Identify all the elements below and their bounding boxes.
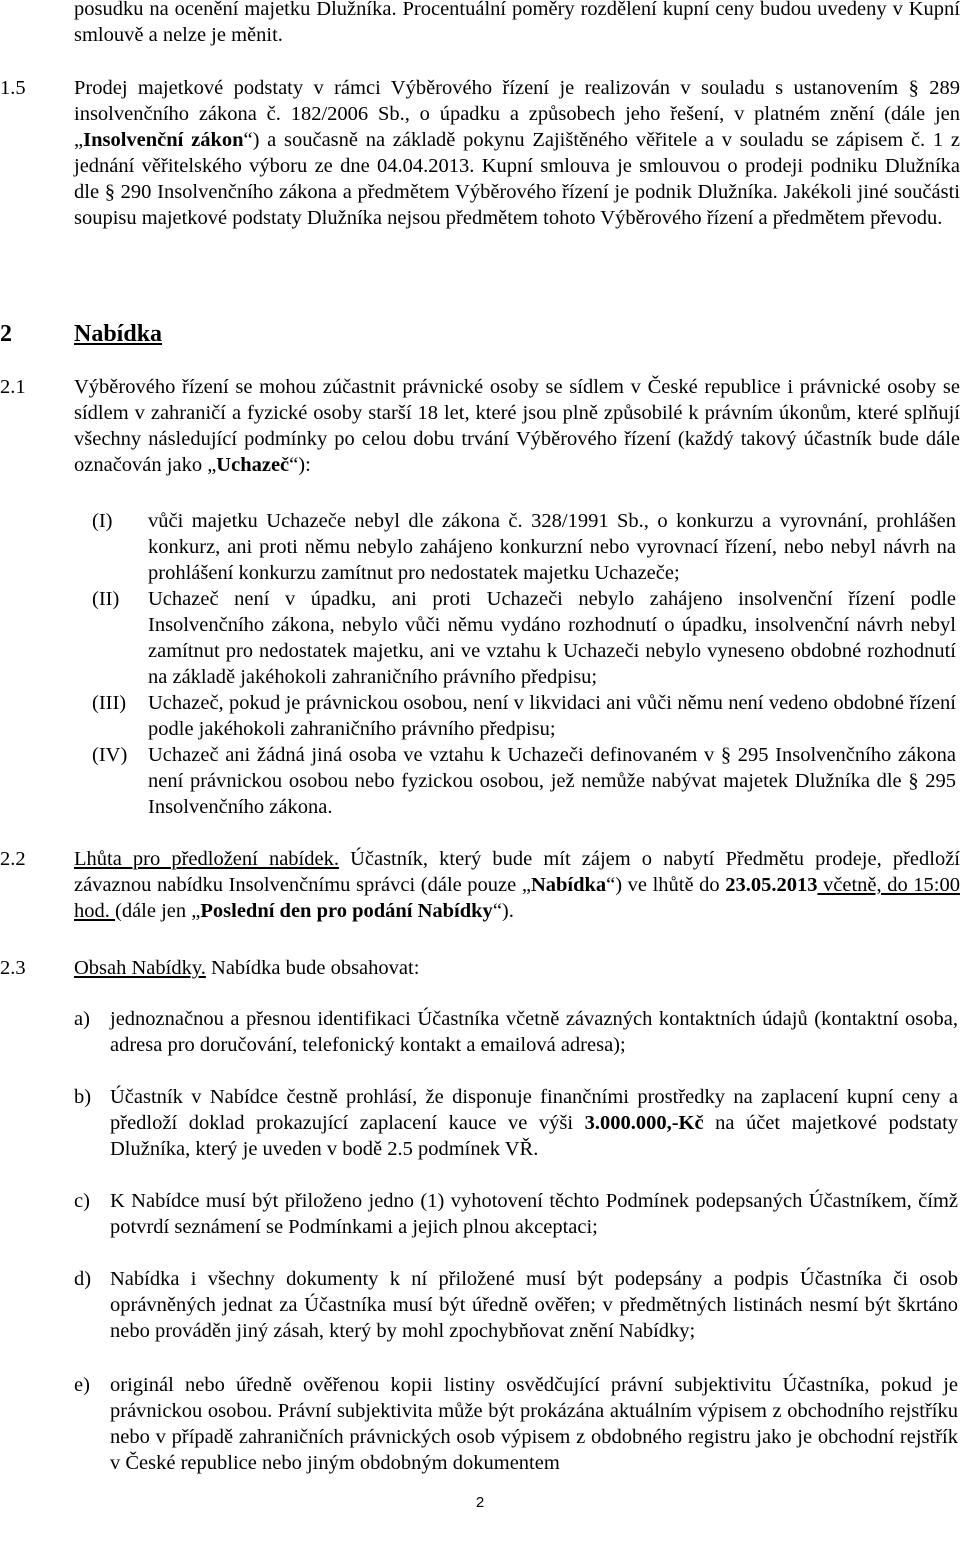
section-number: 2.3 <box>0 957 26 979</box>
section-1-5-text <box>74 75 960 231</box>
item-text: jednoznačnou a přesnou identifikaci Účastníka včetně závazných kontaktních údajů (kontaktní osoba, adresa pro doručování, telefonický kontakt a emailová adresa); <box>110 1008 958 1056</box>
defined-term: Uchazeč <box>216 454 290 476</box>
item-text: Uchazeč ani žádná jiná osoba ve vztahu k Uchazeči definovaném v § 295 Insolvenčního zákona není právnickou osobou nebo fyzickou osobou, jež nemůže nabývat majetek Dlužníka dle § 295 Insolvenčního zákona. <box>148 744 956 818</box>
intro-paragraph <box>74 0 960 48</box>
content-item-e <box>0 1372 960 1476</box>
defined-term: Nabídka <box>530 874 607 896</box>
section-number: 1.5 <box>0 77 26 99</box>
intro-text: posudku na ocenění majetku Dlužníka. Procentuální poměry rozdělení kupní ceny budou uvedeny v Kupní smlouvě a nelze je měnit. <box>74 0 960 46</box>
section-2-2-text <box>74 846 960 924</box>
section-2-3 <box>0 955 960 981</box>
text-run: (dále jen „ <box>115 900 201 922</box>
text-run: Nabídka bude obsahovat: <box>205 957 420 979</box>
item-label: (IV) <box>92 744 128 766</box>
content-item-c <box>0 1188 960 1240</box>
item-label: b) <box>74 1086 92 1108</box>
item-text: Nabídka i všechny dokumenty k ní přiložené musí být podepsány a podpis Účastníka či osob oprávněných jednat za Účastníka musí být úředně ověřen; v předmětných listinách nesmí být škrtáno nebo prováděn jiný zásah, který by mohl zpochybňovat znění Nabídky; <box>110 1268 958 1342</box>
defined-term: Poslední den pro podání Nabídky <box>200 900 493 922</box>
section-title: Lhůta pro předložení nabídek. <box>74 848 339 870</box>
item-label: a) <box>74 1008 90 1030</box>
section-number: 2.2 <box>0 848 26 870</box>
text-run: Prodej majetkové podstaty v rámci Výběrového řízení je realizován v souladu s ustanovením § 289 insolvenčního zákona č. 182/2006 Sb., o úpadku a způsobech jeho řešení, v platném znění (dále jen „ <box>74 77 960 151</box>
section-2-2 <box>0 846 960 924</box>
content-item-d <box>0 1266 960 1344</box>
text-run: “): <box>289 454 311 476</box>
text-run: “) ve lhůtě do <box>606 874 726 896</box>
heading-number: 2 <box>0 321 12 347</box>
deadline-date: 23.05.2013 <box>725 874 818 896</box>
heading-title: Nabídka <box>74 321 163 347</box>
defined-term: Insolvenční zákon <box>83 129 244 151</box>
content-item-b <box>0 1084 960 1162</box>
section-2-3-text <box>74 955 960 981</box>
section-number: 2.1 <box>0 376 26 398</box>
item-text: vůči majetku Uchazeče nebyl dle zákona č. 328/1991 Sb., o konkurzu a vyrovnání, prohlášen konkurz, ani proti němu nebylo zahájeno konkurzní nebo vyrovnací řízení, nebo nebyl návrh na prohlášení konkurzu zamítnut pro nedostatek majetku Uchazeče; <box>148 510 956 584</box>
item-text: Uchazeč není v úpadku, ani proti Uchazeči nebylo zahájeno insolvenční řízení podle Insolvenčního zákona, nebylo vůči němu vydáno rozhodnutí o úpadku, insolvenční návrh nebyl zamítnut pro nedostatek majetku, ani ve vztahu k Uchazeči nebylo vyneseno obdobné rozhodnutí na základě jakéhokoli zahraničního právního předpisu; <box>148 588 956 688</box>
condition-item <box>0 690 960 742</box>
content-item-a <box>0 1006 960 1058</box>
condition-item <box>0 508 960 586</box>
item-label: (III) <box>92 692 127 714</box>
section-title: Obsah Nabídky. <box>74 957 206 979</box>
item-label: (II) <box>92 588 120 610</box>
text-run: “). <box>492 900 514 922</box>
item-text: Uchazeč, pokud je právnickou osobou, není v likvidaci ani vůči němu není vedeno obdobné řízení podle jakéhokoli zahraničního právního předpisu; <box>148 692 956 740</box>
item-text: K Nabídce musí být přiloženo jedno (1) vyhotovení těchto Podmínek podepsaných Účastníkem, čímž potvrdí seznámení se Podmínkami a jejich plnou akceptaci; <box>110 1190 958 1238</box>
section-2-1-text <box>74 374 960 478</box>
text-run: “) a současně na základě pokynu Zajištěného věřitele a v souladu se zápisem č. 1 z jednání věřitelského výboru ze dne 04.04.2013. Kupní smlouva je smlouvou o prodeji podniku Dlužníka dle § 290 Insolvenčního zákona a předmětem Výběrového řízení je podnik Dlužníka. Jakékoli jiné součásti soupisu majetkové podstaty Dlužníka nejsou předmětem tohoto Výběrového řízení a předmětem převodu. <box>74 129 960 229</box>
text-run: na účet majetkové podstaty Dlužníka, který je uveden v bodě 2.5 podmínek VŘ. <box>110 1112 959 1160</box>
item-label: e) <box>74 1374 90 1396</box>
page-number: 2 <box>475 1494 485 1511</box>
text-run: Účastník, který bude mít zájem o nabytí Předmětu prodeje, předloží závaznou nabídku Insolvenčnímu správci (dále pouze „ <box>74 848 960 896</box>
section-2-1 <box>0 374 960 478</box>
deadline-time: včetně, do 15:00 hod. <box>74 874 960 922</box>
item-text <box>110 1084 958 1162</box>
item-label: (I) <box>92 510 113 532</box>
condition-item <box>0 742 960 820</box>
condition-item <box>0 586 960 690</box>
item-text: originál nebo úředně ověřenou kopii listiny osvědčující právní subjektivitu Účastníka, pokud je právnickou osobou. Právní subjektivita může být prokázána aktuálním výpisem z obchodního rejstříku nebo v případě zahraničních právnických osob výpisem z obdobného registru jako je obchodní rejstřík v České republice nebo jiným obdobným dokumentem <box>110 1374 958 1474</box>
deposit-amount: 3.000.000,-Kč <box>584 1112 704 1134</box>
item-label: c) <box>74 1190 90 1212</box>
item-label: d) <box>74 1268 92 1290</box>
text-run: Účastník v Nabídce čestně prohlásí, že disponuje finančními prostředky na zaplacení kupní ceny a předloží doklad prokazující zaplacení kauce ve výši <box>110 1086 958 1134</box>
section-1-5 <box>0 75 960 231</box>
text-run: Výběrového řízení se mohou zúčastnit právnické osoby se sídlem v České republice i právnické osoby se sídlem v zahraničí a fyzické osoby starší 18 let, které jsou plně způsobilé k právním úkonům, které splňují všechny následující podmínky po celou dobu trvání Výběrového řízení (každý takový účastník bude dále označován jako „ <box>74 376 960 476</box>
